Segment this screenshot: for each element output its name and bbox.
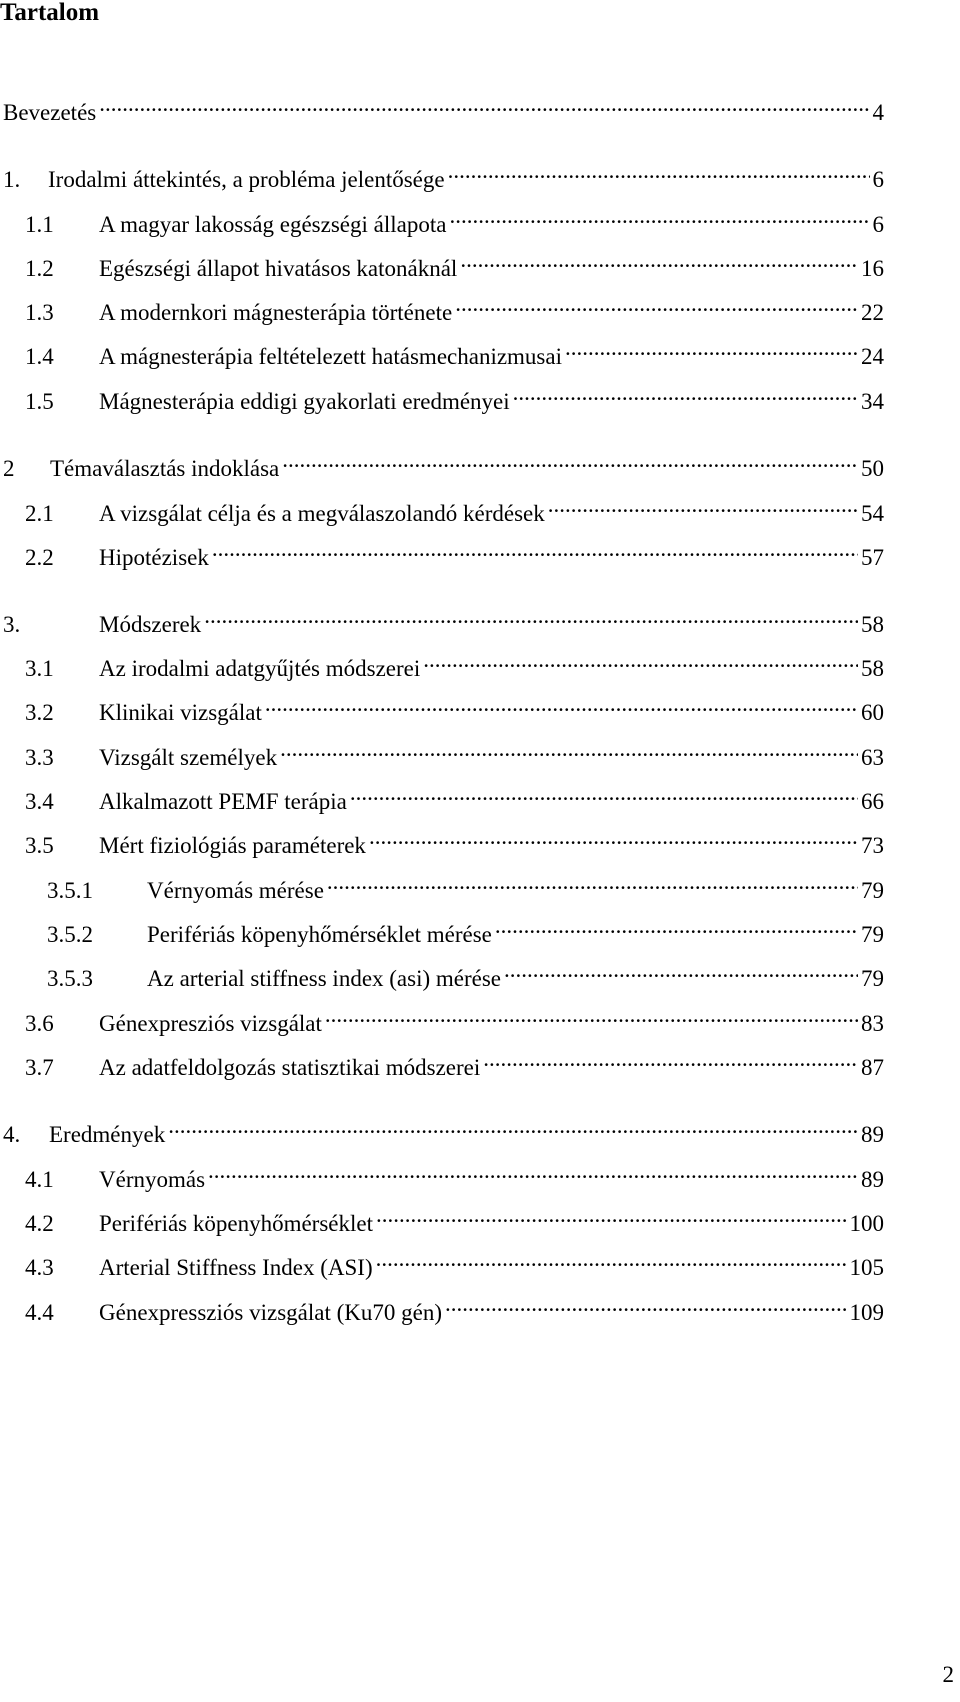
toc-entry-label: Az adatfeldolgozás statisztikai módszerei (99, 1055, 481, 1080)
toc-dot-leader (280, 733, 858, 765)
toc-entry-chapter-1[interactable] (0, 155, 884, 192)
toc-entry-2-1[interactable] (0, 489, 884, 526)
toc-entry-number: 2 (3, 456, 15, 481)
toc-entry-page: 6 (872, 167, 884, 192)
toc-entry-page: 6 (872, 212, 884, 237)
toc-entry-1-2[interactable] (0, 244, 884, 281)
toc-entry-2-2[interactable] (0, 533, 884, 570)
toc-entry-number: 1.5 (25, 389, 54, 414)
toc-entry-label: A vizsgálat célja és a megválaszolandó kérdések (99, 501, 545, 526)
toc-entry-label: Vérnyomás mérése (147, 878, 324, 903)
toc-entry-label: Bevezetés (3, 100, 97, 125)
toc-entry-page: 83 (861, 1011, 884, 1036)
toc-entry-1-5[interactable] (0, 377, 884, 414)
toc-entry-number: 3.3 (25, 745, 54, 770)
toc-entry-number: 3.5.3 (47, 966, 93, 991)
toc-entry-chapter-4[interactable] (0, 1110, 884, 1147)
toc-entry-label: Klinikai vizsgálat (99, 700, 262, 725)
toc-dot-leader (449, 200, 869, 232)
toc-entry-label: Arterial Stiffness Index (ASI) (99, 1255, 373, 1280)
toc-entry-page: 4 (872, 100, 884, 125)
toc-dot-leader (208, 1155, 858, 1187)
toc-dot-leader (423, 644, 858, 676)
toc-entry-label: Mért fiziológiás paraméterek (99, 833, 366, 858)
toc-entry-3-6[interactable] (0, 999, 884, 1036)
toc-entry-page: 79 (861, 966, 884, 991)
toc-entry-number: 4.2 (25, 1211, 54, 1236)
toc-dot-leader (455, 288, 858, 320)
toc-entry-number: 2.1 (25, 501, 54, 526)
toc-entry-number: 3.7 (25, 1055, 54, 1080)
toc-entry-label: Irodalmi áttekintés, a probléma jelentősége (48, 167, 445, 192)
toc-entry-chapter-3[interactable] (0, 600, 884, 637)
page-number: 2 (942, 1662, 954, 1687)
toc-entry-1-1[interactable] (0, 200, 884, 237)
toc-entry-1-3[interactable] (0, 288, 884, 325)
toc-entry-number: 3.5.1 (47, 878, 93, 903)
toc-entry-label: Módszerek (99, 612, 202, 637)
toc-entry-number: 3. (3, 612, 21, 637)
toc-entry-page: 73 (861, 833, 884, 858)
toc-entry-3-4[interactable] (0, 777, 884, 814)
toc-entry-number: 3.1 (25, 656, 54, 681)
toc-entry-introduction[interactable] (0, 88, 884, 125)
toc-entry-number: 4.3 (25, 1255, 54, 1280)
toc-dot-leader (327, 866, 858, 898)
toc-entry-1-4[interactable] (0, 332, 884, 369)
toc-entry-number: 4.4 (25, 1300, 54, 1325)
toc-dot-leader (325, 999, 858, 1031)
toc-entry-label: Génexpressziós vizsgálat (Ku70 gén) (99, 1300, 442, 1325)
toc-dot-leader (376, 1199, 847, 1231)
toc-entry-page: 63 (861, 745, 884, 770)
toc-entry-page: 50 (861, 456, 884, 481)
toc-dot-leader (448, 155, 870, 187)
toc-entry-3-3[interactable] (0, 733, 884, 770)
toc-entry-page: 66 (861, 789, 884, 814)
toc-dot-leader (204, 600, 858, 632)
toc-dot-leader (168, 1110, 858, 1142)
toc-entry-3-2[interactable] (0, 688, 884, 725)
page-title: Tartalom (0, 0, 100, 26)
toc-entry-page: 22 (861, 300, 884, 325)
toc-entry-number: 1.4 (25, 344, 54, 369)
toc-dot-leader (548, 489, 858, 521)
toc-entry-label: Hipotézisek (99, 545, 209, 570)
toc-entry-4-2[interactable] (0, 1199, 884, 1236)
toc-entry-page: 58 (861, 612, 884, 637)
toc-entry-page: 24 (861, 344, 884, 369)
toc-entry-label: Eredmények (49, 1122, 166, 1147)
toc-dot-leader (460, 244, 858, 276)
toc-dot-leader (369, 821, 858, 853)
toc-entry-label: Perifériás köpenyhőmérséklet mérése (147, 922, 492, 947)
toc-entry-label: A magyar lakosság egészségi állapota (99, 212, 447, 237)
toc-entry-3-5[interactable] (0, 821, 884, 858)
toc-entry-3-1[interactable] (0, 644, 884, 681)
toc-entry-3-5-2[interactable] (0, 910, 884, 947)
toc-dot-leader (282, 444, 858, 476)
toc-dot-leader (350, 777, 858, 809)
toc-entry-label: Perifériás köpenyhőmérséklet (99, 1211, 373, 1236)
toc-dot-leader (376, 1243, 847, 1275)
toc-entry-3-7[interactable] (0, 1043, 884, 1080)
toc-entry-number: 4.1 (25, 1167, 54, 1192)
toc-dot-leader (99, 88, 869, 120)
toc-entry-page: 60 (861, 700, 884, 725)
toc-entry-number: 1.2 (25, 256, 54, 281)
toc-entry-label: Mágnesterápia eddigi gyakorlati eredményei (99, 389, 510, 414)
toc-entry-page: 54 (861, 501, 884, 526)
toc-entry-3-5-3[interactable] (0, 954, 884, 991)
toc-entry-number: 2.2 (25, 545, 54, 570)
toc-dot-leader (212, 533, 858, 565)
toc-entry-page: 34 (861, 389, 884, 414)
toc-entry-4-3[interactable] (0, 1243, 884, 1280)
toc-entry-page: 87 (861, 1055, 884, 1080)
toc-entry-label: Az irodalmi adatgyűjtés módszerei (99, 656, 421, 681)
toc-entry-label: Egészségi állapot hivatásos katonáknál (99, 256, 458, 281)
toc-dot-leader (483, 1043, 858, 1075)
toc-entry-4-4[interactable] (0, 1288, 884, 1325)
toc-entry-label: A modernkori mágnesterápia története (99, 300, 453, 325)
toc-dot-leader (445, 1288, 847, 1320)
toc-entry-page: 89 (861, 1167, 884, 1192)
toc-dot-leader (504, 954, 858, 986)
toc-entry-page: 89 (861, 1122, 884, 1147)
toc-entry-label: Vérnyomás (99, 1167, 206, 1192)
toc-entry-label: Vizsgált személyek (99, 745, 278, 770)
toc-entry-number: 3.6 (25, 1011, 54, 1036)
toc-dot-leader (513, 377, 858, 409)
toc-entry-page: 16 (861, 256, 884, 281)
toc-entry-page: 58 (861, 656, 884, 681)
toc-entry-label: Témaválasztás indoklása (50, 456, 280, 481)
toc-entry-page: 79 (861, 878, 884, 903)
toc-entry-page: 100 (849, 1211, 884, 1236)
toc-entry-label: A mágnesterápia feltételezett hatásmechanizmusai (99, 344, 562, 369)
toc-entry-number: 3.5 (25, 833, 54, 858)
toc-entry-page: 79 (861, 922, 884, 947)
toc-entry-label: Alkalmazott PEMF terápia (99, 789, 347, 814)
toc-entry-number: 1.3 (25, 300, 54, 325)
toc-entry-4-1[interactable] (0, 1155, 884, 1192)
toc-entry-3-5-1[interactable] (0, 866, 884, 903)
toc-entry-number: 4. (3, 1122, 21, 1147)
toc-entry-number: 1. (3, 167, 21, 192)
toc-entry-number: 1.1 (25, 212, 54, 237)
toc-dot-leader (495, 910, 858, 942)
toc-dot-leader (565, 332, 858, 364)
toc-entry-page: 57 (861, 545, 884, 570)
toc-entry-label: Az arterial stiffness index (asi) mérése (147, 966, 502, 991)
toc-entry-number: 3.5.2 (47, 922, 93, 947)
toc-dot-leader (265, 688, 858, 720)
toc-entry-page: 105 (849, 1255, 884, 1280)
toc-entry-page: 109 (849, 1300, 884, 1325)
toc-entry-number: 3.4 (25, 789, 54, 814)
toc-entry-label: Génexpresziós vizsgálat (99, 1011, 322, 1036)
toc-entry-chapter-2[interactable] (0, 444, 884, 481)
toc-entry-number: 3.2 (25, 700, 54, 725)
